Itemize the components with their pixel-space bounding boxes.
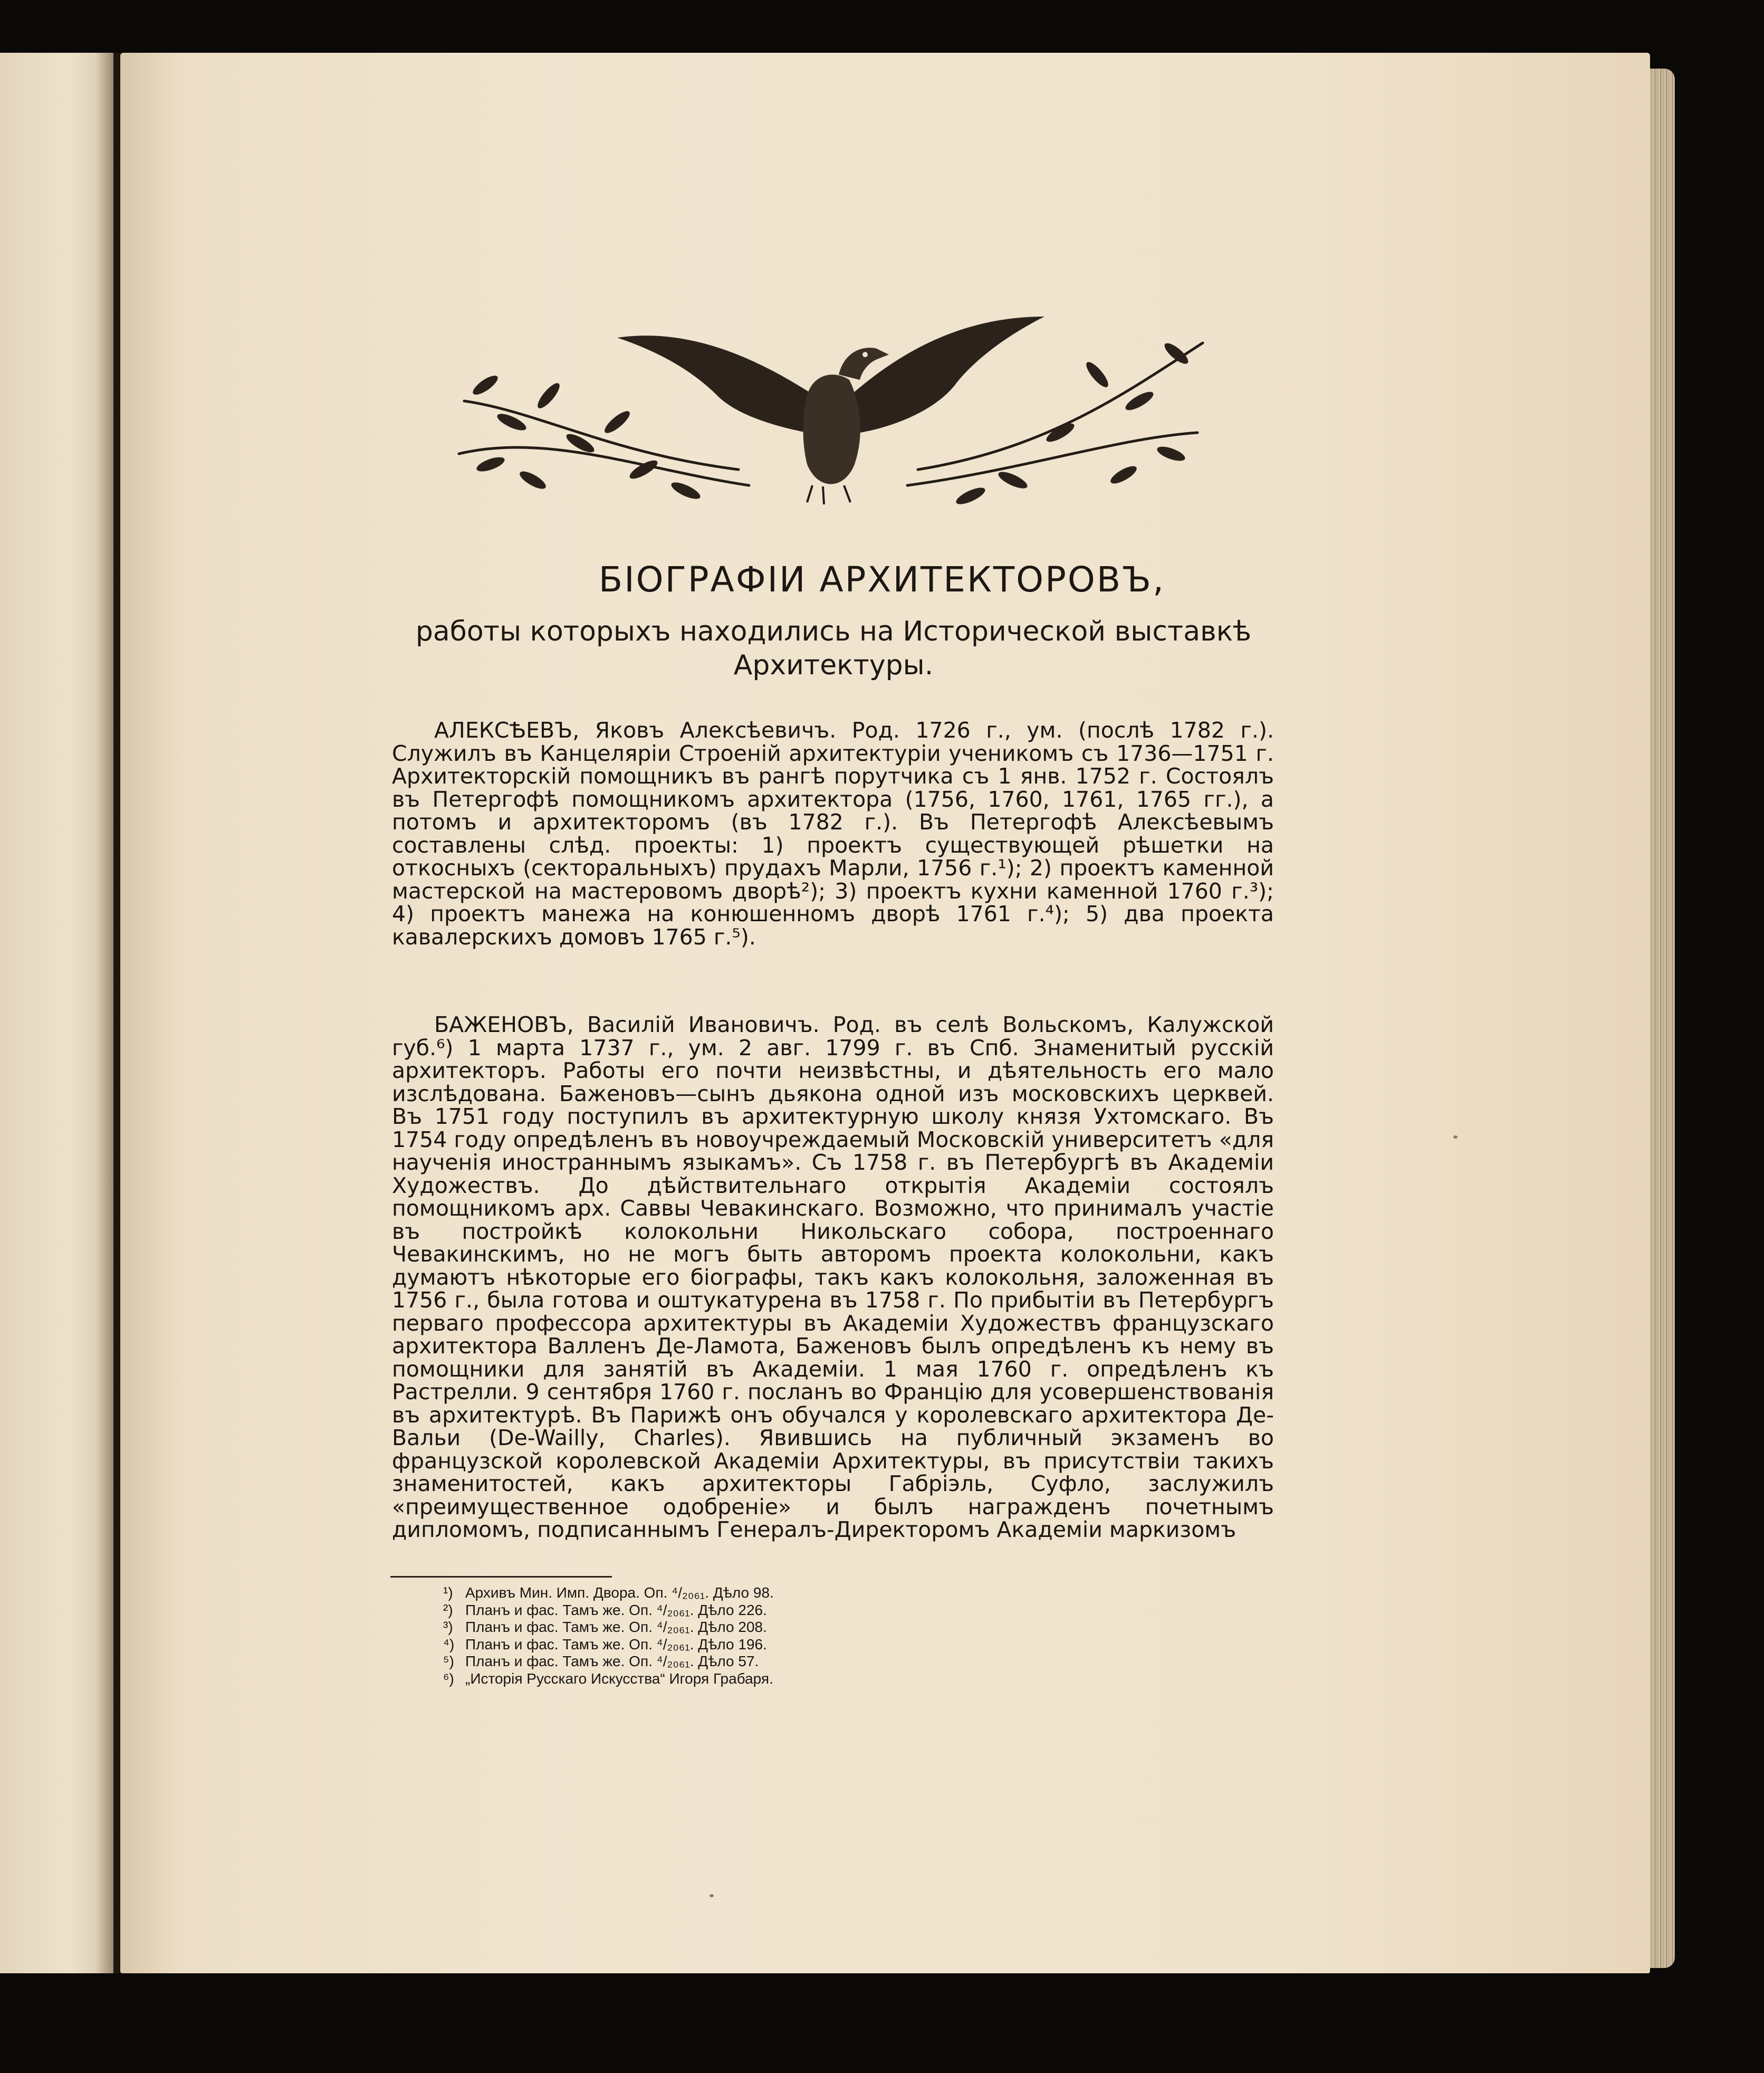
- footnote-marker: ⁵): [443, 1653, 454, 1669]
- footnote-marker: ³): [443, 1619, 453, 1635]
- page-title: БІОГРАФІИ АРХИТЕКТОРОВЪ,: [598, 559, 1166, 600]
- footnote-divider: [390, 1576, 612, 1578]
- biography-entry: БАЖЕНОВЪ, Василій Ивановичъ. Род. въ селѣ Вольскомъ, Калужской губ.⁶) 1 марта 1737 г., ум. 2 авг. 1799 г. въ Спб. Знаменитый русскій архитекторъ. Работы его почти неизвѣстны, и дѣятельность его мало изслѣдована. Баженовъ—сынъ дьякона одной изъ московскихъ церквей. Въ 1751 году поступилъ въ архитектурную школу князя Ухтомскаго. Въ 1754 году опредѣленъ въ новоучреждаемый Московскій университетъ «для наученія иностраннымъ языкамъ». Съ 1758 г. въ Петербургѣ въ Академіи Художествъ. До дѣйствительнаго открытія Академіи состоялъ помощникомъ арх. Саввы Чевакинскаго. Возможно, что принималъ участіе въ постройкѣ колокольни Никольскаго собора, построеннаго Чевакинскимъ, но не могъ быть авторомъ проекта колокольни, какъ думаютъ нѣкоторые его біографы, такъ какъ колокольня, заложенная въ 1756 г., была готова и оштукатурена въ 1758 г. По прибытіи въ Петербургъ перваго профессора архитектуры въ Академіи Художествъ французскаго архитектора Валленъ Де-Ламота, Баженовъ былъ опредѣленъ къ нему въ помощники для занятій въ Академіи. 1 мая 1760 г. опредѣленъ къ Растрелли. 9 сентября 1760 г. посланъ во Францію для усовершенствованія въ архитектурѣ. Въ Парижѣ онъ обучался у королевскаго архитектора Де-Вальи (De-Wailly, Charles). Явившись на публичный экзаменъ во французской королевской Академіи Архитектуры, въ присутствіи такихъ знаменитостей, какъ архитекторы Габріэль, Суфло, заслужилъ «преимущественное одобреніе» и былъ награжденъ почетнымъ дипломомъ, подписаннымъ Генералъ-Директоромъ Академіи маркизомъ: [392, 1012, 1274, 1542]
- footnote-marker: ⁶): [443, 1670, 454, 1687]
- footnote-text: Планъ и фас. Тамъ же. Оп. ⁴/₂₀₆₁. Дѣло 208.: [465, 1619, 767, 1635]
- footnote-marker: ²): [443, 1601, 453, 1618]
- paper-speck: [1453, 1135, 1458, 1139]
- footnote-marker: ¹): [443, 1584, 453, 1601]
- footnote-text: „Исторія Русскаго Искусства“ Игоря Грабаря.: [465, 1670, 773, 1687]
- footnote: [443, 1602, 971, 1619]
- footnote: [443, 1584, 971, 1602]
- biography-text: Василій Ивановичъ. Род. въ селѣ Вольскомъ, Калужской губ.⁶) 1 марта 1737 г., ум. 2 авг. 1799 г. въ Спб. Знаменитый русскій архитекторъ. Работы его почти неизвѣстны, и дѣятельность его мало изслѣдована. Баженовъ—сынъ дьякона одной изъ московскихъ церквей. Въ 1751 году поступилъ въ архитектурную школу князя Ухтомскаго. Въ 1754 году опредѣленъ въ новоучреждаемый Московскій университетъ «для наученія иностраннымъ языкамъ». Съ 1758 г. въ Петербургѣ въ Академіи Художествъ. До дѣйствительнаго открытія Академіи состоялъ помощникомъ арх. Саввы Чевакинскаго. Возможно, что принималъ участіе въ постройкѣ колокольни Никольскаго собора, построеннаго Чевакинскимъ, но не могъ быть авторомъ проекта колокольни, какъ думаютъ нѣкоторые его біографы, такъ какъ колокольня, заложенная въ 1756 г., была готова и оштукатурена въ 1758 г. По прибытіи въ Петербургъ перваго профессора архитектуры въ Академіи Художествъ французскаго архитектора Валленъ Де-Ламота, Баженовъ былъ опредѣленъ къ нему въ помощники для занятій въ Академіи. 1 мая 1760 г. опредѣленъ къ Растрелли. 9 сентября 1760 г. посланъ во Францію для усовершенствованія въ архитектурѣ. Въ Парижѣ онъ обучался у королевскаго архитектора Де-Вальи (De-Wailly, Charles). Явившись на публичный экзаменъ во французской королевской Академіи Архитектуры, въ присутствіи такихъ знаменитостей, какъ архитекторы Габріэль, Суфло, заслужилъ «преимущественное одобреніе» и былъ награжденъ почетнымъ дипломомъ, подписаннымъ Генералъ-Директоромъ Академіи маркизомъ: [392, 1012, 1274, 1542]
- architect-name: БАЖЕНОВЪ: [434, 1012, 567, 1037]
- footnote: [443, 1670, 971, 1688]
- footnote-text: Планъ и фас. Тамъ же. Оп. ⁴/₂₀₆₁. Дѣло 57.: [465, 1653, 759, 1669]
- footnotes: [443, 1584, 971, 1687]
- biography-entry: АЛЕКСѢЕВЪ, Яковъ Алексѣевичъ. Род. 1726 г., ум. (послѣ 1782 г.). Служилъ въ Канцеляріи Строеній архитектуріи ученикомъ съ 1736—1751 г. Архитекторскій помощникъ въ рангѣ порутчика съ 1 янв. 1752 г. Состоялъ въ Петергофѣ помощникомъ архитектора (1756, 1760, 1761, 1765 гг.), а потомъ и архитекторомъ (въ 1782 г.). Въ Петергофѣ Алексѣевымъ составлены слѣд. проекты: 1) проектъ существующей рѣшетки на откосныхъ (секторальныхъ) прудахъ Марли, 1756 г.¹); 2) проектъ каменной мастерской на мастеровомъ дворѣ²); 3) проектъ кухни каменной 1760 г.³); 4) проектъ манежа на конюшенномъ дворѣ 1761 г.⁴); 5) два проекта кавалерскихъ домовъ 1765 г.⁵).: [392, 718, 1274, 950]
- footnote: [443, 1653, 971, 1670]
- biography-text: Яковъ Алексѣевичъ. Род. 1726 г., ум. (послѣ 1782 г.). Служилъ въ Канцеляріи Строеній архитектуріи ученикомъ съ 1736—1751 г. Архитекторскій помощникъ въ рангѣ порутчика съ 1 янв. 1752 г. Состоялъ въ Петергофѣ помощникомъ архитектора (1756, 1760, 1761, 1765 гг.), а потомъ и архитекторомъ (въ 1782 г.). Въ Петергофѣ Алексѣевымъ составлены слѣд. проекты: 1) проектъ существующей рѣшетки на откосныхъ (секторальныхъ) прудахъ Марли, 1756 г.¹); 2) проектъ каменной мастерской на мастеровомъ дворѣ²); 3) проектъ кухни каменной 1760 г.³); 4) проектъ манежа на конюшенномъ дворѣ 1761 г.⁴); 5) два проекта кавалерскихъ домовъ 1765 г.⁵).: [392, 718, 1274, 950]
- footnote-marker: ⁴): [443, 1636, 455, 1652]
- footnote-text: Планъ и фас. Тамъ же. Оп. ⁴/₂₀₆₁. Дѣло 226.: [465, 1601, 767, 1618]
- page-subtitle: работы которыхъ находились на Исторической выставкѣ Архитектуры.: [415, 616, 1252, 681]
- architect-name: АЛЕКСѢЕВЪ: [434, 718, 573, 743]
- footnote: [443, 1619, 971, 1636]
- footnote: [443, 1636, 971, 1654]
- footnote-text: Планъ и фас. Тамъ же. Оп. ⁴/₂₀₆₁. Дѣло 196.: [465, 1636, 767, 1652]
- footnote-text: Архивъ Мин. Имп. Двора. Оп. ⁴/₂₀₆₁. Дѣло 98.: [465, 1584, 774, 1601]
- eagle-with-laurel-branches-icon: [443, 295, 1219, 517]
- paper-speck: [710, 1894, 714, 1897]
